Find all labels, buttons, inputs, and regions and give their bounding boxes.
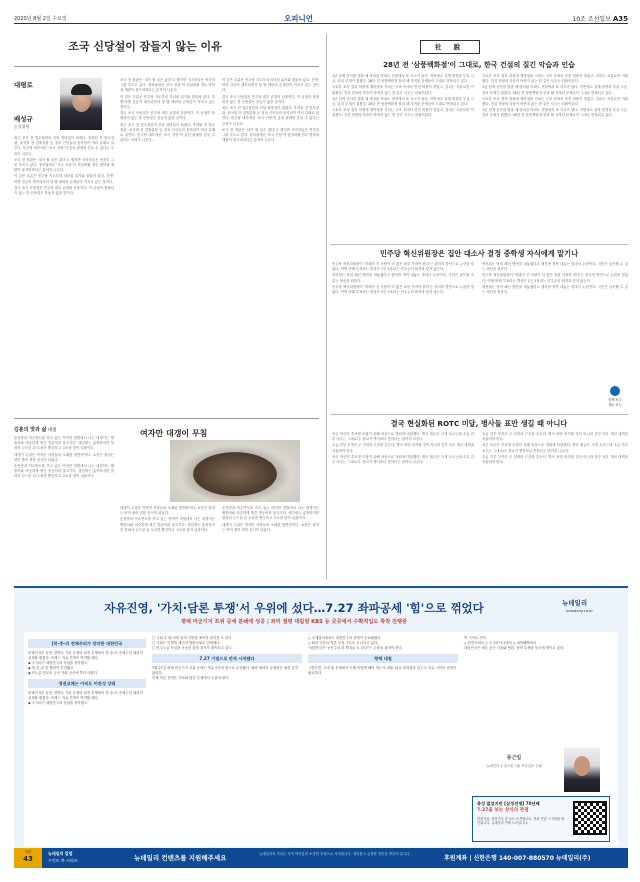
author-photo: [60, 78, 102, 130]
sub-column-name: 김훈의 맛과 삶: [14, 427, 47, 433]
divider: [14, 418, 319, 419]
editorial-body-2a: [332, 262, 474, 296]
paragraph: ◆ 민노총·전교조 등이 사회 곳곳에 뿌리 내렸다: [28, 671, 98, 675]
food-photo: [170, 440, 300, 502]
issue-date: 2020년 8월 2일 수요일: [14, 16, 67, 22]
editorial-badge: 社 說: [420, 40, 480, 54]
paragraph: 결국 조국 신당설은 민주당 내부 균열의 산물이다. 이 균열이 봉합되지 않는 한 신당설은 잠들지 않을 것이다.: [120, 111, 215, 121]
paragraph: 1년 넘게 공사를 멈춘 채 방치된 아파트 현장에서 또 사고가 났다. 이번에도 설계 변경과 부실 시공, 감리 부재가 겹쳤다. 28년 전 삼풍백화점 붕괴 때 지적된 문제들이 그대로 반복되고 있다.: [482, 85, 628, 95]
paragraph: 육군 학군단 후보생 모집이 올해 처음으로 정원에 미달했다. 병사 월급은 크게 오르는데 초급 간부 처우는 그대로다. 장교가 병사보다 못하다는 말까지 나온다.: [482, 443, 628, 453]
column-divider: [326, 34, 327, 580]
paragraph: 조국 전 장관은 ‘내가 할 일은 없다’고 했지만 지지자들은 여전히 그를 부르고 있다. 정치권에선 ‘조국 신당’이 현실화될 경우 범야권 재편이 불가피하다는 분석이 나온다.: [222, 127, 320, 143]
box-heading: 7.27 기점으로 반격 시작됐다: [152, 654, 302, 663]
divider: [330, 244, 628, 245]
paragraph: 결국 조국 신당설은 민주당 내부 균열의 산물이다. 이 균열이 봉합되지 않는 한 신당설은 잠들지 않을 것이다.: [222, 94, 319, 104]
editorial-headline-3: 결국 현실화된 ROTC 미달, 병사들 표만 생길 때 아니다: [390, 419, 568, 428]
paragraph: 육군 학군단 후보생 모집이 올해 처음으로 정원에 미달했다. 병사 월급은 크게 오르는데 초급 간부 처우는 그대로다. 장교가 병사보다 못하다는 말까지 나온다.: [332, 454, 474, 465]
columnist-role: 뉴데일리 논설고문 / 前 조선일보 주필: [486, 764, 542, 768]
paragraph: 1년 넘게 공사를 멈춘 채 방치된 아파트 현장에서 또 사고가 났다. 이번에도 설계 변경과 부실 시공, 감리 부재가 겹쳤다. 28년 전 삼풍백화점 붕괴 때 지적된 문제들이 그대로 반복되고 있다.: [482, 108, 628, 118]
columnist-name: 류근일: [506, 755, 522, 761]
banner-column-4: [464, 636, 614, 846]
paragraph: 초급 간부 부족은 군 전력의 근간을 흔든다. 병사 표만 의식할 것이 아니라 간부 처우 개선 대책을 서둘러야 한다.: [332, 443, 474, 453]
footer-support-text: 뉴데일리의 가치는 독자 여러분의 소중한 후원으로 지켜집니다. 정의롭고 공정한 언론을 만들어 갑니다.: [259, 852, 411, 856]
paragraph: 대갱이 무침은 여자만 사람들의 오래된 밥반찬이다. 요즘은 잡히는 양이 줄어 귀한 음식이 되었다.: [222, 522, 319, 532]
footer-bank-account: 후원계좌 | 신한은행 140-007-880570 뉴데일리(주): [444, 855, 591, 862]
footer-series-badge: [14, 848, 42, 868]
banner-brand: 뉴데일리: [562, 599, 588, 607]
footer-series-number: 43: [23, 854, 33, 863]
brand-logo-icon: [610, 386, 620, 396]
paragraph: 조국 전 장관은 ‘내가 할 일은 없다’고 했지만 지지자들은 여전히 그를 부르고 있다. 정치권에선 ‘조국 신당’이 현실화될 경우 범야권 재편이 불가피하다는 분석이 나온다.: [120, 78, 215, 93]
author-role: 논설위원: [14, 124, 30, 129]
paragraph: 순천만과 여수반도를 끼고 있는 여자만 갯벌에서 나는 대갱이는 짱뚱어와 비슷하게 생긴 망둥어과 물고기다. 생김새는 흉측하지만 말려서 두드린 뒤 무치면 쫄깃하고 고소한 맛이 일품이다.: [120, 517, 215, 532]
banner-column-2: [152, 636, 302, 681]
banner-footer: [14, 848, 628, 868]
promo-line-1: 총성 없었지만 [삼정전쟁] 70년째: [477, 801, 540, 806]
paragraph: 최근 조국 전 법무장관의 신당 창당설이 퍼졌다. 후략된 전 법무장관, 윤석열 전 검찰총장 등 정치 신인들의 움직임이 여러 갈래로 읽힌다. 민주당 내부에선 ‘조국 신당’이 총선 판세를 흔들 수 있다는 우려가 나온다.: [14, 136, 114, 156]
editorial-headline-1: 28년 전 '삼풍백화점'이 그대로, 한국 건설의 질긴 악습과 인습: [383, 61, 575, 69]
paragraph: 국토부 조사 결과 하청에 재하청을 거치는 구조 속에서 안전 비용이 깎였고, 감리는 서류로만 이뤄졌다. 건설 현장의 악습이 바뀌지 않는 한 같은 사고는 되풀이된다.: [482, 74, 628, 84]
column-section-label: 대평로: [14, 81, 33, 89]
box-heading: 평택 대첩: [308, 654, 458, 663]
paragraph: 그렇다면, 국내 힘 투쟁에서 이제 어떻게 해야 하는가. 8월 15일 광복절을 앞두고 자유 시민의 결집이 필요하다.: [308, 666, 457, 675]
paragraph: 순천만과 여수반도를 끼고 있는 여자만 갯벌에서 나는 대갱이는 짱뚱어와 비슷하게 생긴 망둥어과 물고기다. 생김새는 흉측하지만 말려서 두드린 뒤 무치면 쫄깃하고 고소한 맛이 일품이다.: [14, 464, 114, 479]
footer-support-title: 뉴데일리 컨텐츠를 지원해주세요: [134, 854, 227, 862]
page-header: [14, 14, 628, 24]
paragraph: 대한민국은 매우 웃는 가치와 담론, 힘의 투쟁을 동시에 벌이고 있다.: [464, 646, 565, 650]
paragraph: 초급 간부 부족은 군 전력의 근간을 흔든다. 병사 표만 의식할 것이 아니라 간부 처우 개선 대책을 서둘러야 한다.: [482, 432, 628, 442]
banner-columns: [24, 632, 618, 846]
footer-label-2: 프린트 북 시리즈: [48, 858, 78, 863]
paragraph: 국토부 조사 결과 하청에 재하청을 거치는 구조 속에서 안전 비용이 깎였고, 감리는 서류로만 이뤄졌다. 건설 현장의 악습이 바뀌지 않는 한 같은 사고는 되풀이된다.: [332, 108, 474, 118]
banner-column-1: [28, 636, 146, 706]
paragraph: 혁신위는 당의 쇄신 방안을 내놓겠다고 했지만 정작 내놓는 말마다 논란이다. 국민은 납득할 수 있는 혁신을 원한다.: [482, 262, 628, 272]
paragraph: 순천만과 여수반도를 끼고 있는 여자만 갯벌에서 나는 대갱이는 짱뚱어와 비슷하게 생긴 망둥어과 물고기다. 생김새는 흉측하지만 말려서 두드린 뒤 무치면 쫄깃하고 고소한 맛이 일품이다.: [222, 506, 319, 521]
paragraph: 문재인 5년 동안, 한반도 가치 투쟁의 최전 투쟁에서 북-중-러 전체주의 세력이 공세를 펼쳤다. 이제는 자유 진영이 반격할 때다.: [28, 691, 143, 700]
publisher: 10조 조선일보: [572, 16, 611, 23]
editorial-body-3b: [482, 432, 628, 466]
divider: [14, 66, 319, 67]
paragraph: 민주당 혁신위원장이 ‘미래가 긴 사람이 더 많은 표를 가져야 한다’는 취지의 발언으로 논란을 빚었다. 여명 비례 투표라는 발상은 1인 1표라는 민주주의 원칙과 맞지 않는다.: [332, 284, 474, 295]
brand-mark: [600, 386, 630, 410]
page-number: A35: [612, 15, 628, 23]
paragraph: 이 같은 흐름은 민주당 지도부의 리더십 위기와 맞물려 있다. 친명·비명 갈등이 계속되면서 당 밖 세력의 존재감이 커지고 있는 것이다.: [14, 174, 114, 184]
column-body-2: [120, 78, 215, 144]
banner-url: newdaily.co.kr: [566, 608, 593, 613]
sub-column-body-1: [14, 436, 114, 481]
banner-column-3: [308, 636, 458, 676]
paragraph: 결국 조국 신당설은 민주당 내부 균열의 산물이다. 이 균열이 봉합되지 않는 한 신당설은 잠들지 않을 것이다.: [14, 185, 114, 196]
sub-column-author: 대필: [47, 428, 57, 433]
box-heading: [북-중-러 전체주의가 장악한 대한민국: [28, 639, 146, 648]
paragraph: 7월 27일 평택 미군기지 포위 공세는 자유시민의 힘으로 무산됐다. 좌파 세력의 동원력은 예전 같지 않았다.: [152, 666, 299, 675]
author-hair: [71, 84, 92, 95]
editorial-body-3a: [332, 432, 474, 466]
footer-label-1: 뉴데일리 칼럼: [48, 851, 73, 856]
paragraph: □ 민주노총 사업장 곳곳의 불법 점거가 계속되고 있다.: [152, 646, 233, 650]
paragraph: 국토부 조사 결과 하청에 재하청을 거치는 구조 속에서 안전 비용이 깎였고, 감리는 서류로만 이뤄졌다. 건설 현장의 악습이 바뀌지 않는 한 같은 사고는 되풀이된다.: [482, 96, 628, 107]
paragraph: △ 국제정치에서도 대한민국의 선택이 중요해졌다.: [308, 636, 382, 640]
paragraph: 최근 조국 전 법무장관의 신당 창당설이 퍼졌다. 후략된 전 법무장관, 윤석열 전 검찰총장 등 정치 신인들의 움직임이 여러 갈래로 읽힌다. 민주당 내부에선 ‘조국 신당’이 총선 판세를 흔들 수 있다는 우려가 나온다.: [120, 122, 215, 143]
promo-line-2: 7.27을 보는 상식의 관점: [477, 808, 529, 813]
paragraph: 1년 넘게 공사를 멈춘 채 방치된 아파트 현장에서 또 사고가 났다. 이번에도 설계 변경과 부실 시공, 감리 부재가 겹쳤다. 28년 전 삼풍백화점 붕괴 때 지적된 문제들이 그대로 반복되고 있다.: [332, 96, 474, 107]
box-heading: 정권교체는 아직도 미완성 상태: [28, 679, 146, 688]
editorial-body-2b: [482, 262, 628, 296]
paragraph: 이제 자유 진영은 가치와 담론 투쟁에서 우위에 섰다.: [152, 676, 230, 680]
editorial-headline-2: 민주당 혁신위원장은 집안 대소사 결정 중학생 자식에게 맡기나: [379, 249, 579, 258]
columnist-face: [574, 756, 590, 776]
paragraph: ◆ 주사파가 대한민국의 정권을 장악했고: [28, 661, 88, 665]
book-promo-box[interactable]: [472, 796, 610, 842]
paragraph: 이 기억로 가야.: [464, 636, 487, 640]
footer-series-label: 북한: [24, 850, 32, 854]
author-name: 배성규: [14, 115, 33, 123]
promo-line-3: 평판기관, 솔선기사 및 보도 소개합니다. 전화 연결 시 3천원 할인됩니다. 뉴데일리 연재 도서입니다.: [477, 817, 565, 826]
brand-text-1: 함께 보고: [608, 398, 622, 402]
paragraph: △ 좌파 언론의 여론 독점 구도도 무너지고 있다.: [308, 641, 379, 645]
paragraph: 대갱이 무침은 여자만 사람들의 오래된 밥반찬이다. 요즘은 잡히는 양이 줄어 귀한 음식이 되었다.: [14, 452, 114, 462]
paragraph: 문재인 5년 동안, 한반도 가치 투쟁의 최전 투쟁에서 북-중-러 전체주의 세력이 공세를 펼쳤다. 이제는 자유 진영이 반격할 때다.: [28, 651, 143, 660]
paragraph: 민주당 혁신위원장이 ‘미래가 긴 사람이 더 많은 표를 가져야 한다’는 취지의 발언으로 논란을 빚었다. 여명 비례 투표라는 발상은 1인 1표라는 민주주의 원칙과 맞지 않는다.: [482, 273, 628, 283]
paragraph: "대한민국은 공산주의 한 뿌리로 도 된다"는 주장을 접어야 한다.: [308, 646, 403, 650]
sub-column-headline: 여자만 대갱이 무침: [140, 429, 208, 438]
paragraph: 조국 전 장관은 ‘내가 할 일은 없다’고 했지만 지지자들은 여전히 그를 부르고 있다. 정치권에선 ‘조국 신당’이 현실화될 경우 범야권 재편이 불가피하다는 분석이 나온다.: [14, 157, 114, 173]
editorial-body-1b: [482, 74, 628, 120]
column-headline: 조국 신당설이 잠들지 않는 이유: [68, 40, 222, 53]
banner-headline: 자유진영, '가치·담론 투쟁'서 우위에 섰다…7.27 좌파공세 '힘'으로 꺾었다: [104, 601, 484, 615]
paragraph: ◆ 북-중-러 밀 협력이 추진됐고: [28, 666, 74, 670]
divider: [330, 414, 628, 415]
paragraph: 민주당 혁신위원장이 ‘미래가 긴 사람이 더 많은 표를 가져야 한다’는 취지의 발언으로 논란을 빚었다. 여명 비례 투표라는 발상은 1인 1표라는 민주주의 원칙과 맞지 않는다.: [332, 262, 474, 272]
brand-text-2: 새로 보는: [608, 403, 622, 407]
paragraph: 최근 조국 전 법무장관의 신당 창당설이 퍼졌다. 후략된 전 법무장관, 윤석열 전 검찰총장 등 정치 신인들의 움직임이 여러 갈래로 읽힌다. 민주당 내부에선 ‘조국 신당’이 총선 판세를 흔들 수 있다는 우려가 나온다.: [222, 106, 320, 126]
paragraph: 이 같은 흐름은 민주당 지도부의 리더십 위기와 맞물려 있다. 친명·비명 갈등이 계속되면서 당 밖 세력의 존재감이 커지고 있는 것이다.: [222, 78, 320, 93]
paragraph: 1년 넘게 공사를 멈춘 채 방치된 아파트 현장에서 또 사고가 났다. 이번에도 설계 변경과 부실 시공, 감리 부재가 겹쳤다. 28년 전 삼풍백화점 붕괴 때 지적된 문제들이 그대로 반복되고 있다.: [332, 74, 474, 84]
paragraph: □ 국회는 이재명 개인의 방탄국회로 전락했다.: [152, 641, 221, 645]
sub-column-body-2: [120, 506, 215, 534]
paragraph: □ 국회 수 폐 마비 합의 기반을 예측하 관리를 도 되다.: [152, 636, 233, 640]
column-body-3: [222, 78, 319, 144]
qr-code-icon[interactable]: [573, 801, 607, 835]
paragraph: 국토부 조사 결과 하청에 재하청을 거치는 구조 속에서 안전 비용이 깎였고, 감리는 서류로만 이뤄졌다. 건설 현장의 악습이 바뀌지 않는 한 같은 사고는 되풀이된다.: [332, 85, 474, 95]
section-title: 오피니언: [284, 14, 313, 23]
column-body-1: [14, 136, 114, 197]
sub-column-label: [14, 426, 57, 433]
publisher-page: [572, 14, 628, 23]
paragraph: 순천만과 여수반도를 끼고 있는 여자만 갯벌에서 나는 대갱이는 짱뚱어와 비슷하게 생긴 망둥어과 물고기다. 생김새는 흉측하지만 말려서 두드린 뒤 무치면 쫄깃하고 고소한 맛이 일품이다.: [14, 436, 114, 451]
paragraph: 육군 학군단 후보생 모집이 올해 처음으로 정원에 미달했다. 병사 월급은 크게 오르는데 초급 간부 처우는 그대로다. 장교가 병사보다 못하다는 말까지 나온다.: [332, 432, 474, 442]
paragraph: 혁신위는 당의 쇄신 방안을 내놓겠다고 했지만 정작 내놓는 말마다 논란이다. 국민은 납득할 수 있는 혁신을 원한다.: [332, 273, 474, 283]
paragraph: 대갱이 무침은 여자만 사람들의 오래된 밥반찬이다. 요즘은 잡히는 양이 줄어 귀한 음식이 되었다.: [120, 506, 215, 516]
columnist-photo: [564, 748, 600, 792]
paragraph: ◆ 주사파가 대한민국의 정권을 장악했고: [28, 701, 88, 705]
paragraph: △ 한반도에서 △ 우크라이나에서 △ 대만해협에서: [464, 641, 537, 645]
paragraph: 초급 간부 부족은 군 전력의 근간을 흔든다. 병사 표만 의식할 것이 아니라 간부 처우 개선 대책을 서둘러야 한다.: [482, 454, 628, 465]
banner-subheadline: 평택 미군기지 포위 공세 분쇄에 성공 | 좌익 점령 대림원 KBS 등 곳곳에서 수확적입도 착착 진행중: [180, 619, 408, 625]
paragraph: 혁신위는 당의 쇄신 방안을 내놓겠다고 했지만 정작 내놓는 말마다 논란이다. 국민은 납득할 수 있는 혁신을 원한다.: [482, 284, 628, 295]
sub-column-body-3: [222, 506, 319, 534]
editorial-body-1a: [332, 74, 474, 120]
paragraph: 이 같은 흐름은 민주당 지도부의 리더십 위기와 맞물려 있다. 친명·비명 갈등이 계속되면서 당 밖 세력의 존재감이 커지고 있는 것이다.: [120, 94, 215, 110]
advertorial-banner: [14, 586, 628, 868]
